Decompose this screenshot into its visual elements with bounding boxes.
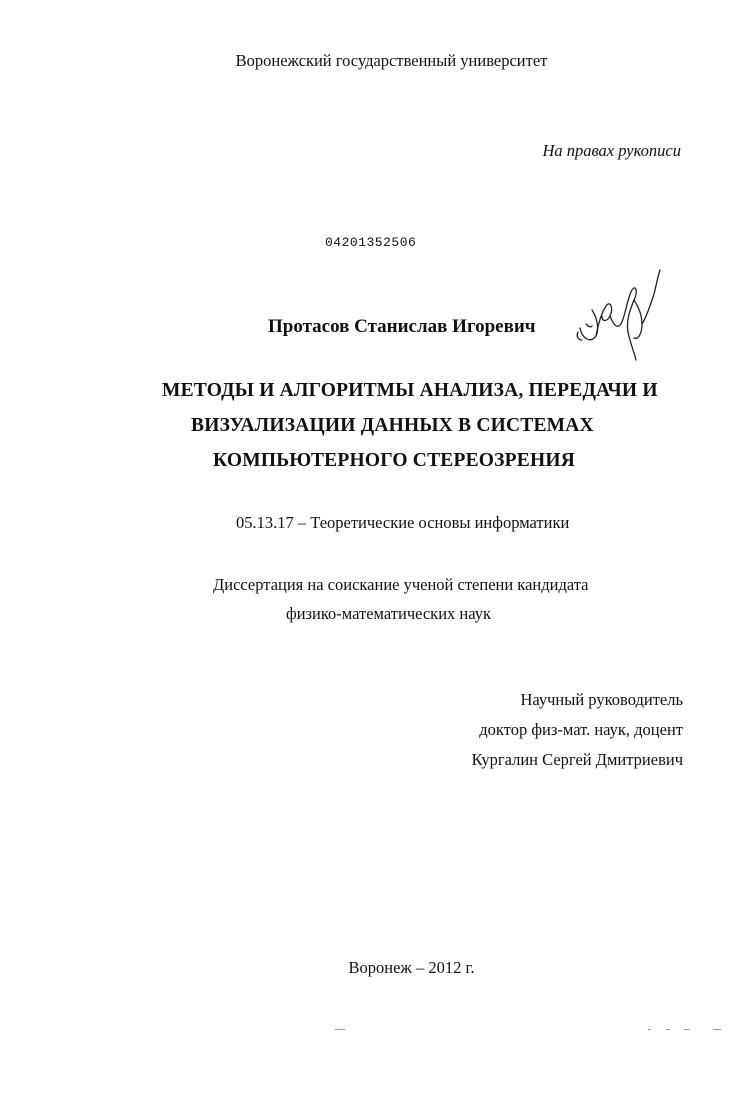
rights-note: На правах рукописи	[542, 141, 681, 160]
scan-artifact	[648, 1029, 651, 1030]
thesis-title-line-3: КОМПЬЮТЕРНОГО СТЕРЕОЗРЕНИЯ	[213, 450, 575, 471]
scan-artifact	[684, 1029, 690, 1030]
supervisor-name: Кургалин Сергей Дмитриевич	[471, 750, 683, 769]
supervisor-degree: доктор физ-мат. наук, доцент	[479, 720, 683, 739]
author-name: Протасов Станислав Игоревич	[268, 316, 536, 337]
thesis-title-line-2: ВИЗУАЛИЗАЦИИ ДАННЫХ В СИСТЕМАХ	[191, 415, 594, 436]
supervisor-role: Научный руководитель	[520, 690, 683, 709]
catalog-code: 04201352506	[325, 235, 417, 250]
university-name: Воронежский государственный университет	[235, 51, 548, 70]
scan-artifact	[335, 1029, 345, 1030]
signature-image	[572, 266, 662, 364]
degree-line-2: физико-математических наук	[286, 604, 491, 623]
thesis-title-line-1: МЕТОДЫ И АЛГОРИТМЫ АНАЛИЗА, ПЕРЕДАЧИ И	[162, 380, 658, 401]
scan-artifact	[713, 1029, 721, 1030]
specialty-code: 05.13.17 – Теоретические основы информатики	[236, 513, 570, 532]
city-year: Воронеж – 2012 г.	[348, 958, 475, 977]
degree-line-1: Диссертация на соискание ученой степени кандидата	[213, 575, 589, 594]
scan-artifact	[666, 1029, 670, 1030]
